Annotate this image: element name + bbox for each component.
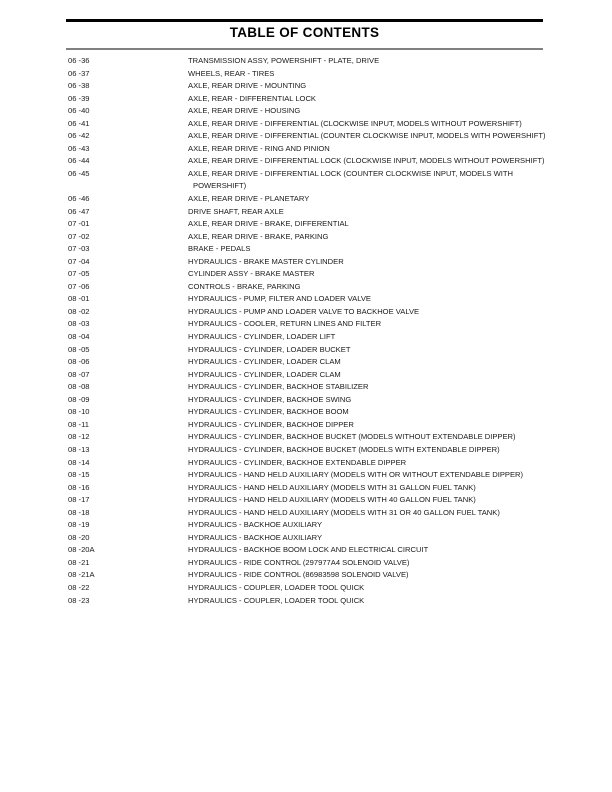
entry-section-code: 08 -05 <box>68 344 90 354</box>
header-top-rule <box>66 19 543 22</box>
table-of-contents-list <box>0 55 612 607</box>
entry-section-code: 08 -16 <box>68 482 90 492</box>
entry-title: HYDRAULICS - BRAKE MASTER CYLINDER <box>188 256 344 266</box>
entry-title: HYDRAULICS - PUMP AND LOADER VALVE TO BACKHOE VALVE <box>188 306 420 316</box>
table-of-contents-entry[interactable] <box>0 218 612 231</box>
table-of-contents-entry[interactable] <box>0 419 612 432</box>
table-of-contents-entry[interactable] <box>0 118 612 131</box>
page-title: TABLE OF CONTENTS <box>229 25 380 40</box>
entry-title: AXLE, REAR DRIVE - RING AND PINION <box>188 143 330 153</box>
entry-title: AXLE, REAR DRIVE - PLANETARY <box>188 194 310 204</box>
table-of-contents-entry[interactable] <box>0 281 612 294</box>
entry-section-code: 08 -20A <box>68 545 95 555</box>
entry-title: HYDRAULICS - CYLINDER, LOADER BUCKET <box>188 344 351 354</box>
entry-title: TRANSMISSION ASSY, POWERSHIFT - PLATE, DRIVE <box>188 56 380 65</box>
entry-section-code: 08 -22 <box>68 582 90 592</box>
entry-section-code: 08 -04 <box>68 332 90 342</box>
table-of-contents-entry[interactable] <box>0 394 612 407</box>
table-of-contents-entry[interactable] <box>0 519 612 532</box>
entry-title: BRAKE - PEDALS <box>188 244 251 254</box>
entry-title: HYDRAULICS - CYLINDER, BACKHOE BOOM <box>188 407 349 417</box>
table-of-contents-entry[interactable] <box>0 243 612 256</box>
entry-title: HYDRAULICS - HAND HELD AUXILIARY (MODELS WITH 31 GALLON FUEL TANK) <box>188 482 476 492</box>
table-of-contents-entry[interactable] <box>0 532 612 545</box>
table-of-contents-entry[interactable] <box>0 80 612 93</box>
entry-title: AXLE, REAR DRIVE - HOUSING <box>188 106 301 116</box>
entry-section-code: 08 -01 <box>68 294 90 304</box>
entry-title: HYDRAULICS - HAND HELD AUXILIARY (MODELS WITH 40 GALLON FUEL TANK) <box>188 495 476 505</box>
entry-section-code: 06 -46 <box>68 194 90 204</box>
entry-section-code: 06 -47 <box>68 206 90 216</box>
entry-section-code: 08 -19 <box>68 520 90 530</box>
entry-section-code: 08 -20 <box>68 532 90 542</box>
entry-section-code: 08 -03 <box>68 319 90 329</box>
entry-title: HYDRAULICS - BACKHOE AUXILIARY <box>188 532 323 542</box>
table-of-contents-entry[interactable] <box>0 168 612 193</box>
entry-title: AXLE, REAR DRIVE - BRAKE, PARKING <box>188 231 329 241</box>
entry-section-code: 08 -23 <box>68 595 90 605</box>
entry-section-code: 06 -40 <box>68 106 90 116</box>
entry-section-code: 08 -14 <box>68 457 90 467</box>
table-of-contents-entry[interactable] <box>0 231 612 244</box>
table-of-contents-entry[interactable] <box>0 457 612 470</box>
entry-section-code: 07 -02 <box>68 231 90 241</box>
entry-section-code: 07 -05 <box>68 269 90 279</box>
table-of-contents-entry[interactable] <box>0 268 612 281</box>
table-of-contents-entry[interactable] <box>0 557 612 570</box>
table-of-contents-entry[interactable] <box>0 431 612 444</box>
entry-title: HYDRAULICS - RIDE CONTROL (86983598 SOLENOID VALVE) <box>188 570 409 580</box>
entry-section-code: 08 -06 <box>68 357 90 367</box>
entry-section-code: 06 -36 <box>68 56 90 65</box>
entry-section-code: 08 -09 <box>68 394 90 404</box>
table-of-contents-entry[interactable] <box>0 293 612 306</box>
table-of-contents-entry[interactable] <box>0 469 612 482</box>
entry-title: AXLE, REAR DRIVE - DIFFERENTIAL (CLOCKWISE INPUT, MODELS WITHOUT POWERSHIFT) <box>188 118 522 128</box>
entry-title: AXLE, REAR - DIFFERENTIAL LOCK <box>188 93 316 103</box>
entry-title: HYDRAULICS - CYLINDER, BACKHOE DIPPER <box>188 419 354 429</box>
entry-section-code: 07 -03 <box>68 244 90 254</box>
table-of-contents-entry[interactable] <box>0 55 612 68</box>
entry-section-code: 06 -42 <box>68 131 90 141</box>
header-bottom-rule <box>66 48 543 50</box>
entry-title: HYDRAULICS - CYLINDER, BACKHOE SWING <box>188 394 352 404</box>
table-of-contents-entry[interactable] <box>0 68 612 81</box>
entry-section-code: 06 -45 <box>68 168 90 178</box>
entry-section-code: 08 -21 <box>68 557 90 567</box>
table-of-contents-entry[interactable] <box>0 105 612 118</box>
entry-section-code: 08 -15 <box>68 470 90 480</box>
table-of-contents-entry[interactable] <box>0 494 612 507</box>
entry-title: AXLE, REAR DRIVE - DIFFERENTIAL LOCK (CLOCKWISE INPUT, MODELS WITHOUT POWERSHIFT) <box>188 156 545 166</box>
entry-title: DRIVE SHAFT, REAR AXLE <box>188 206 284 216</box>
table-of-contents-entry[interactable] <box>0 306 612 319</box>
entry-section-code: 08 -18 <box>68 507 90 517</box>
entry-title: HYDRAULICS - PUMP, FILTER AND LOADER VALVE <box>188 294 371 304</box>
entry-title: HYDRAULICS - CYLINDER, LOADER CLAM <box>188 369 341 379</box>
table-of-contents-entry[interactable] <box>0 482 612 495</box>
table-of-contents-entry[interactable] <box>0 356 612 369</box>
table-of-contents-entry[interactable] <box>0 369 612 382</box>
entry-title: AXLE, REAR DRIVE - DIFFERENTIAL (COUNTER CLOCKWISE INPUT, MODELS WITH POWERSHIFT) <box>188 131 546 141</box>
entry-section-code: 08 -08 <box>68 382 90 392</box>
entry-title: HYDRAULICS - COOLER, RETURN LINES AND FILTER <box>188 319 382 329</box>
table-of-contents-entry[interactable] <box>0 507 612 520</box>
entry-section-code: 08 -21A <box>68 570 95 580</box>
entry-title: AXLE, REAR DRIVE - DIFFERENTIAL LOCK (COUNTER CLOCKWISE INPUT, MODELS WITH POWERSHIFT) <box>188 168 514 191</box>
entry-section-code: 07 -06 <box>68 281 90 291</box>
table-of-contents-entry[interactable] <box>0 331 612 344</box>
entry-section-code: 06 -41 <box>68 118 90 128</box>
table-of-contents-entry[interactable] <box>0 444 612 457</box>
entry-section-code: 08 -07 <box>68 369 90 379</box>
entry-section-code: 08 -13 <box>68 444 90 454</box>
table-of-contents-entry[interactable] <box>0 256 612 269</box>
table-of-contents-entry[interactable] <box>0 206 612 219</box>
entry-section-code: 08 -02 <box>68 306 90 316</box>
entry-title: HYDRAULICS - HAND HELD AUXILIARY (MODELS WITH 31 OR 40 GALLON FUEL TANK) <box>188 507 500 517</box>
entry-title: WHEELS, REAR - TIRES <box>188 68 275 78</box>
entry-section-code: 06 -44 <box>68 156 90 166</box>
table-of-contents-entry[interactable] <box>0 544 612 557</box>
entry-title: AXLE, REAR DRIVE - BRAKE, DIFFERENTIAL <box>188 219 349 229</box>
table-of-contents-entry[interactable] <box>0 582 612 595</box>
entry-title: HYDRAULICS - RIDE CONTROL (297977A4 SOLENOID VALVE) <box>188 557 410 567</box>
entry-section-code: 08 -12 <box>68 432 90 442</box>
entry-section-code: 08 -10 <box>68 407 90 417</box>
table-of-contents-entry[interactable] <box>0 318 612 331</box>
table-of-contents-entry[interactable] <box>0 193 612 206</box>
table-of-contents-entry[interactable] <box>0 143 612 156</box>
entry-title: HYDRAULICS - HAND HELD AUXILIARY (MODELS WITH OR WITHOUT EXTENDABLE DIPPER) <box>188 470 524 480</box>
entry-section-code: 06 -37 <box>68 68 90 78</box>
entry-section-code: 08 -11 <box>68 419 89 429</box>
table-of-contents-entry[interactable] <box>0 381 612 394</box>
entry-title: HYDRAULICS - COUPLER, LOADER TOOL QUICK <box>188 582 365 592</box>
entry-title: HYDRAULICS - BACKHOE BOOM LOCK AND ELECTRICAL CIRCUIT <box>188 545 429 555</box>
entry-section-code: 07 -04 <box>68 256 90 266</box>
entry-title: HYDRAULICS - CYLINDER, LOADER LIFT <box>188 332 336 342</box>
entry-title: HYDRAULICS - BACKHOE AUXILIARY <box>188 520 323 530</box>
entry-title: HYDRAULICS - CYLINDER, BACKHOE BUCKET (MODELS WITH EXTENDABLE DIPPER) <box>188 444 500 454</box>
entry-title: CONTROLS - BRAKE, PARKING <box>188 281 301 291</box>
entry-section-code: 07 -01 <box>68 219 90 229</box>
table-of-contents-entry[interactable] <box>0 569 612 582</box>
entry-title: HYDRAULICS - CYLINDER, BACKHOE BUCKET (MODELS WITHOUT EXTENDABLE DIPPER) <box>188 432 516 442</box>
entry-section-code: 06 -38 <box>68 81 90 91</box>
table-of-contents-entry[interactable] <box>0 155 612 168</box>
table-of-contents-entry[interactable] <box>0 595 612 608</box>
entry-title: AXLE, REAR DRIVE - MOUNTING <box>188 81 307 91</box>
entry-title: HYDRAULICS - CYLINDER, BACKHOE EXTENDABLE DIPPER <box>188 457 407 467</box>
table-of-contents-entry[interactable] <box>0 406 612 419</box>
table-of-contents-entry[interactable] <box>0 344 612 357</box>
entry-section-code: 06 -39 <box>68 93 90 103</box>
table-of-contents-entry[interactable] <box>0 93 612 106</box>
entry-title: HYDRAULICS - CYLINDER, BACKHOE STABILIZER <box>188 382 369 392</box>
entry-title: HYDRAULICS - CYLINDER, LOADER CLAM <box>188 357 341 367</box>
entry-section-code: 08 -17 <box>68 495 90 505</box>
table-of-contents-entry[interactable] <box>0 130 612 143</box>
entry-section-code: 06 -43 <box>68 143 90 153</box>
entry-title: CYLINDER ASSY - BRAKE MASTER <box>188 269 315 279</box>
entry-title: HYDRAULICS - COUPLER, LOADER TOOL QUICK <box>188 595 365 605</box>
